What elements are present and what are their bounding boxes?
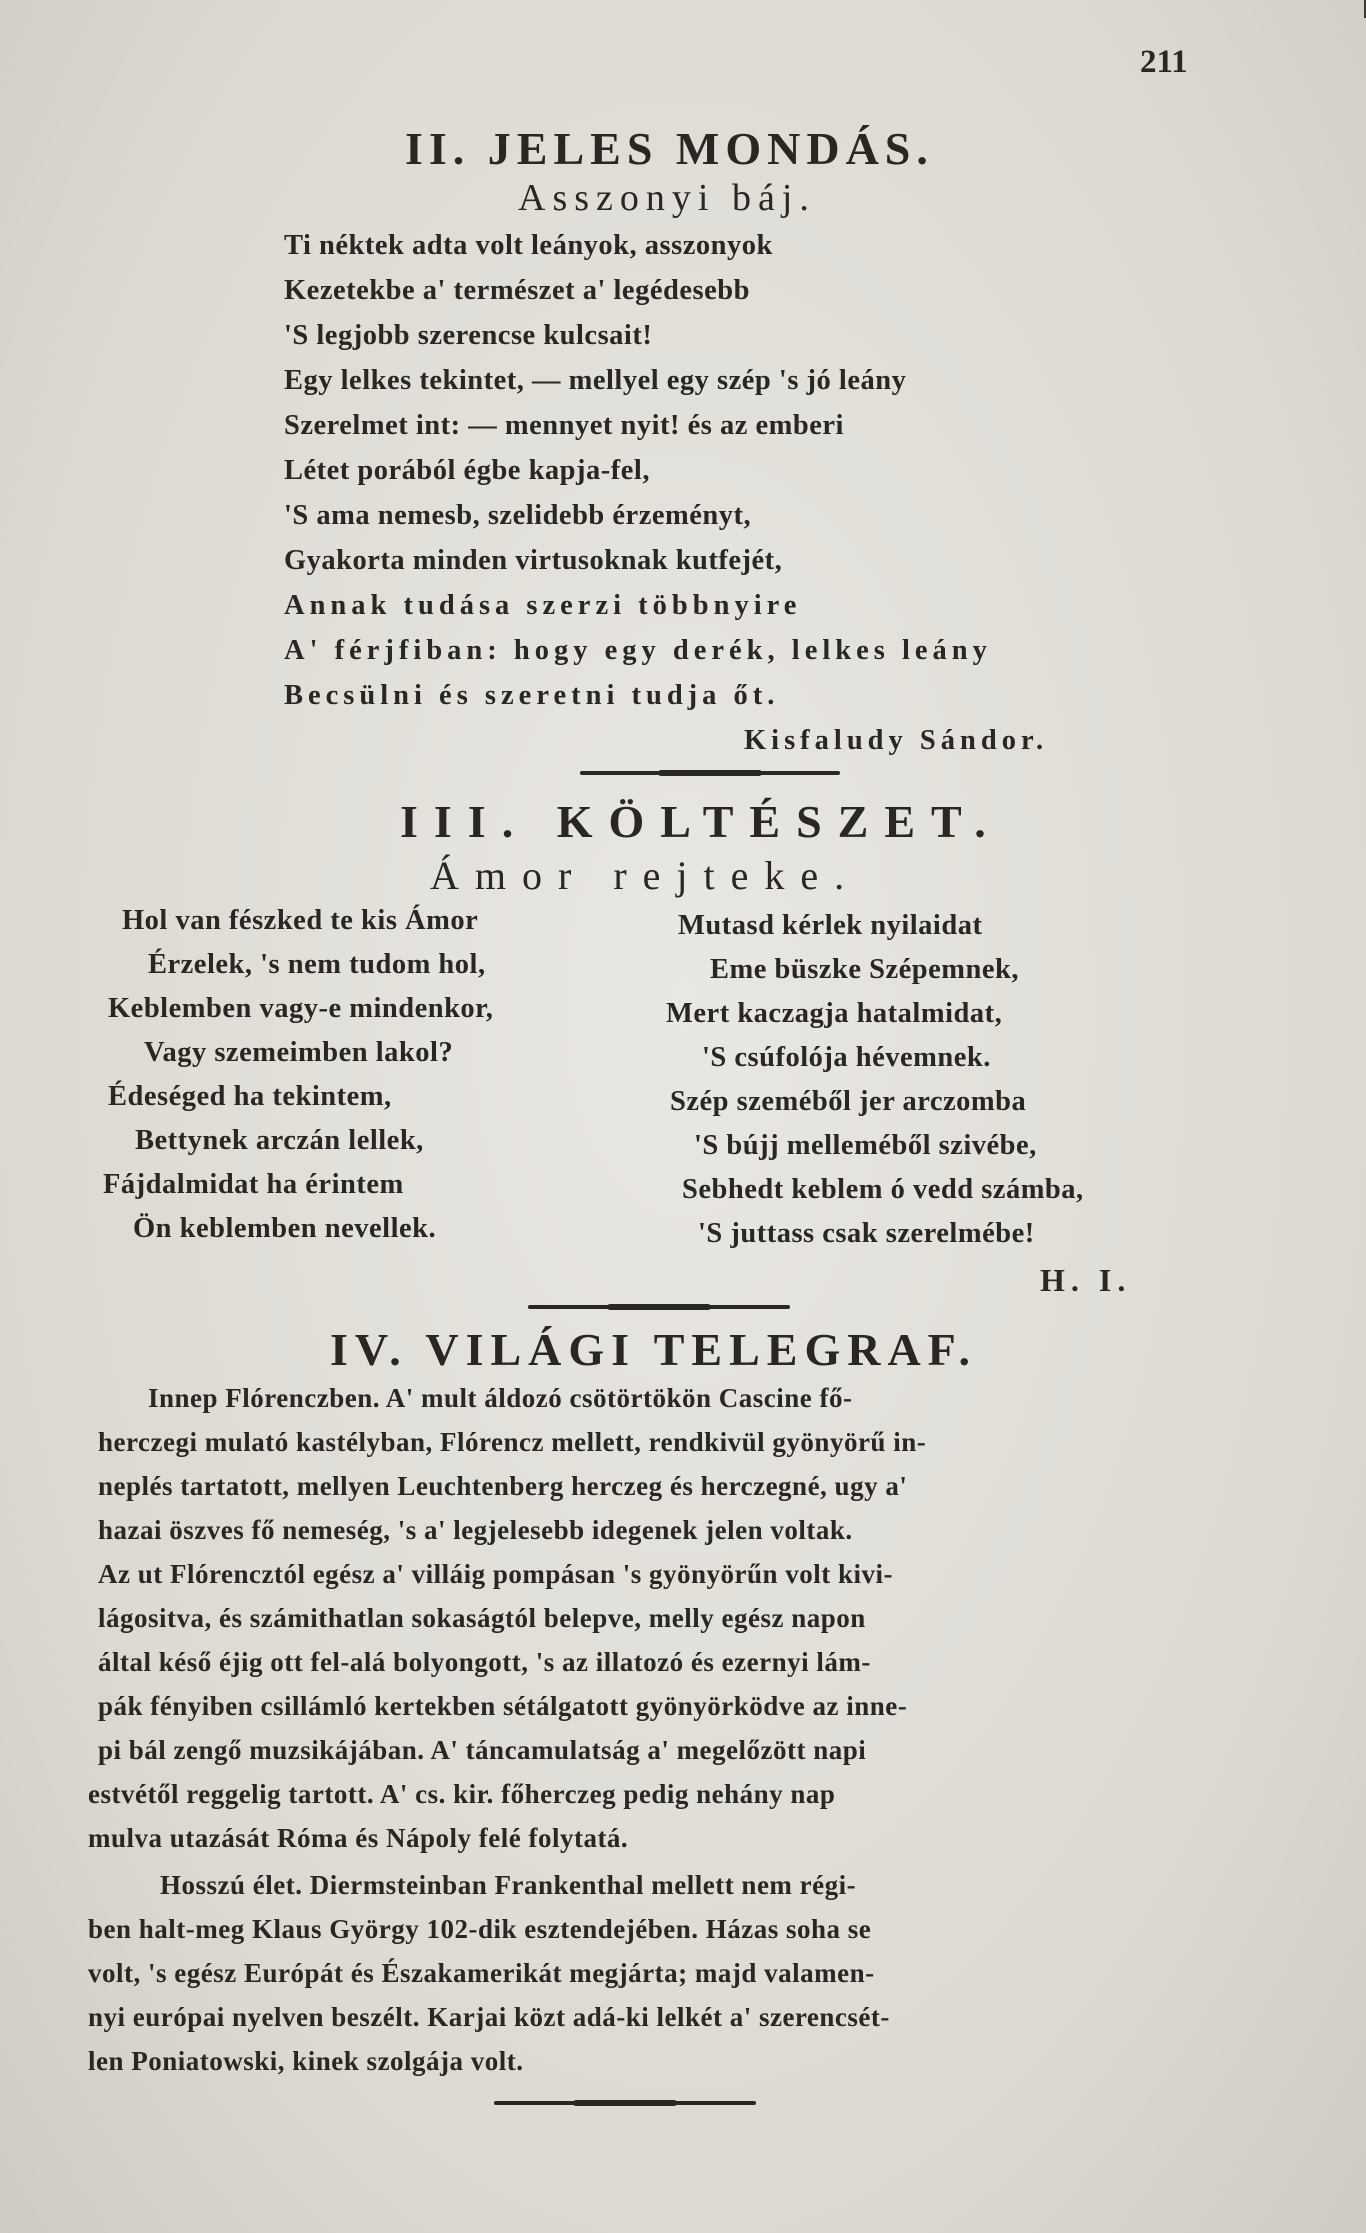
poem-line: Létet porából égbe kapja-fel,: [284, 455, 650, 486]
divider-rule: [580, 771, 840, 775]
text-line: pi bál zengő muzsikájában. A' táncamulatság a' megelőzött napi: [98, 1735, 867, 1765]
poem-line: Egy lelkes tekintet, — mellyel egy szép 's jó leány: [284, 365, 907, 396]
poem-line: Eme büszke Szépemnek,: [710, 954, 1019, 985]
poem-line: 'S csúfolója hévemnek.: [702, 1042, 991, 1073]
poem-line: Fájdalmidat ha érintem: [103, 1169, 404, 1200]
poem-line: Hol van fészked te kis Ámor: [122, 905, 479, 936]
divider-rule: [528, 1305, 790, 1309]
poem-line: Érzelek, 's nem tudom hol,: [148, 949, 486, 980]
poem-line: Mutasd kérlek nyilaidat: [678, 910, 983, 941]
text-line: Az ut Flórencztól egész a' villáig pompásan 's gyönyörűn volt kivi-: [98, 1559, 893, 1589]
text-line: által késő éjig ott fel-alá bolyongott, 's az illatozó és ezernyi lám-: [98, 1647, 871, 1677]
text-line: len Poniatowski, kinek szolgája volt.: [88, 2046, 524, 2076]
poem-line: 'S ama nemesb, szelidebb érzeményt,: [284, 500, 752, 531]
poem-line: 'S legjobb szerencse kulcsait!: [284, 320, 653, 351]
text-line: volt, 's egész Európát és Északamerikát megjárta; majd valamen-: [88, 1958, 875, 1988]
section2-author: Kisfaludy Sándor.: [744, 725, 1049, 756]
poem-line: Annak tudása szerzi többnyire: [284, 590, 802, 621]
poem-line: Szerelmet int: — mennyet nyit! és az emberi: [284, 410, 844, 441]
text-line: Hosszú élet. Diermsteinban Frankenthal mellett nem régi-: [160, 1870, 857, 1900]
text-line: neplés tartatott, mellyen Leuchtenberg herczeg és herczegné, ugy a': [98, 1471, 908, 1501]
poem-line: A' férjfiban: hogy egy derék, lelkes leány: [284, 635, 992, 666]
section2-subheading: Asszonyi báj.: [518, 177, 816, 219]
page-number: 211: [1140, 44, 1188, 80]
poem-line: Sebhedt keblem ó vedd számba,: [682, 1174, 1084, 1205]
text-line: Innep Flórenczben. A' mult áldozó csötörtökön Cascine fő-: [148, 1383, 853, 1413]
section3-subheading: Ámor rejteke.: [430, 853, 861, 898]
section3-heading: III. KÖLTÉSZET.: [400, 796, 1002, 847]
divider-rule: [494, 2101, 756, 2105]
text-line: pák fényiben csillámló kertekben sétálgatott gyönyörködve az inne-: [98, 1691, 908, 1721]
section4-heading: IV. VILÁGI TELEGRAF.: [330, 1324, 978, 1375]
poem-line: Becsülni és szeretni tudja őt.: [284, 680, 780, 711]
poem-line: Kezetekbe a' természet a' legédesebb: [284, 275, 750, 306]
poem-line: Mert kaczagja hatalmidat,: [666, 998, 1003, 1029]
poem-line: Szép szeméből jer arczomba: [670, 1086, 1027, 1117]
poem-line: Vagy szemeimben lakol?: [144, 1037, 454, 1068]
text-line: hazai öszves fő nemeség, 's a' legjelesebb idegenek jelen voltak.: [98, 1515, 853, 1545]
poem-line: Bettynek arczán lellek,: [135, 1125, 424, 1156]
poem-line: 'S bújj melleméből szivébe,: [694, 1130, 1037, 1161]
text-line: estvétől reggelig tartott. A' cs. kir. főherczeg pedig nehány nap: [88, 1779, 836, 1809]
section2-heading: II. JELES MONDÁS.: [405, 123, 934, 174]
poem-line: Keblemben vagy-e mindenkor,: [108, 993, 494, 1024]
poem-line: Ön keblemben nevellek.: [133, 1213, 437, 1244]
poem-line: Édeséged ha tekintem,: [108, 1081, 392, 1112]
poem-line: Gyakorta minden virtusoknak kutfejét,: [284, 545, 783, 576]
text-line: lágositva, és számithatlan sokaságtól belepve, melly egész napon: [98, 1603, 866, 1633]
text-line: mulva utazását Róma és Nápoly felé folytatá.: [88, 1823, 629, 1853]
text-line: nyi európai nyelven beszélt. Karjai közt adá-ki lelkét a' szerencsét-: [88, 2002, 890, 2032]
poem-line: 'S juttass csak szerelmébe!: [698, 1218, 1035, 1249]
section3-signature: H. I.: [1040, 1262, 1132, 1298]
text-line: ben halt-meg Klaus György 102-dik esztendejében. Házas soha se: [88, 1914, 872, 1944]
text-line: herczegi mulató kastélyban, Flórencz mellett, rendkivül gyönyörű in-: [98, 1427, 927, 1457]
poem-line: Ti néktek adta volt leányok, asszonyok: [284, 230, 773, 261]
